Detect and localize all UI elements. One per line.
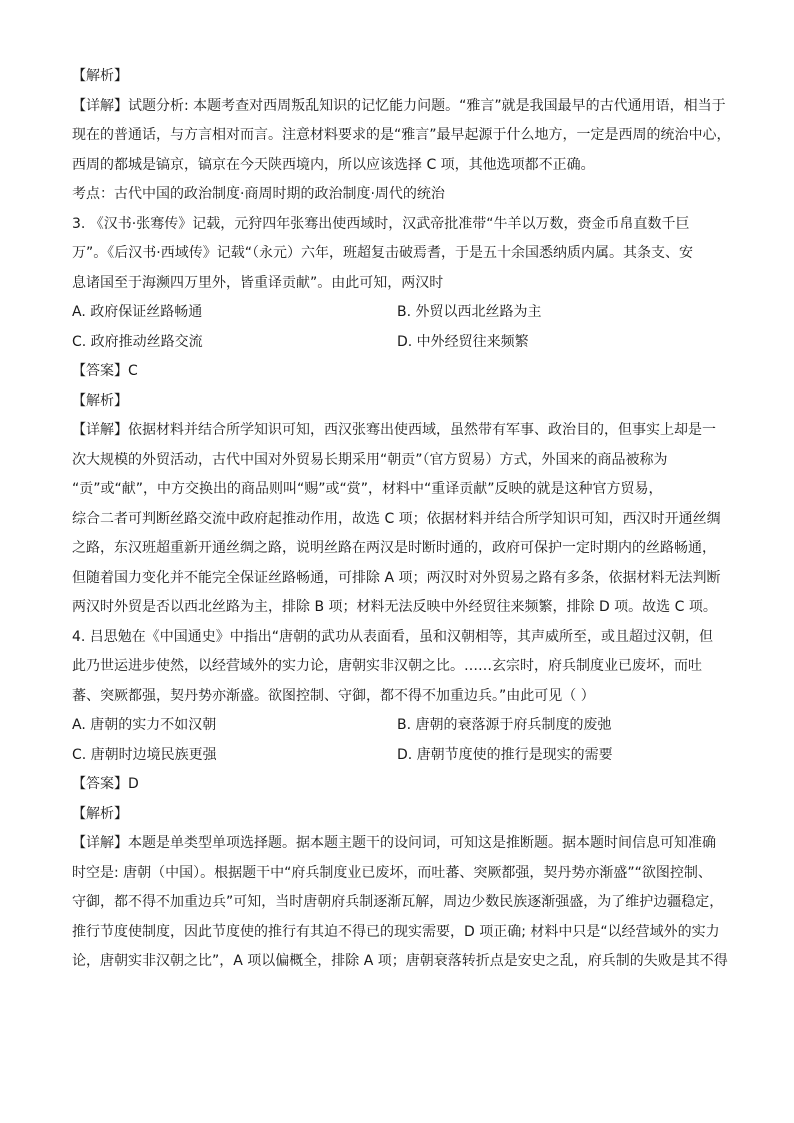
text-line: 之路，东汉班超重新开通丝绸之路，说明丝路在两汉是时断时通的，政府可保护一定时期内的丝路畅通， — [72, 540, 716, 556]
text-line: 息诸国至于海濒四万里外，皆重译贡献”。由此可知，两汉时 — [72, 274, 444, 291]
text-line: 西周的都城是镐京，镐京在今天陕西境内，所以应该选择 C 项，其他选项都不正确。 — [72, 156, 595, 173]
options-row — [72, 328, 722, 358]
answer-option: C. 政府推动丝路交流 — [72, 333, 203, 350]
text-line: 蕃、突厥都强，契丹势亦渐盛。欲图控制、守御，都不得不加重边兵。”由此可见（ ） — [72, 687, 595, 704]
text-line: “贡”或“献”，中方交换出的商品则叫“赐”或“赏”，材料中“重译贡献”反映的就是这种官方贸易， — [72, 481, 663, 497]
text-line: 【详解】试题分析: 本题考查对西周叛乱知识的记忆能力问题。“雅言”就是我国最早的古代通用语，相当于 — [72, 97, 726, 114]
document-page — [72, 62, 731, 977]
answer-option: D. 唐朝节度使的推行是现实的需要 — [397, 746, 613, 763]
answer-option: B. 唐朝的衰落源于府兵制度的废弛 — [397, 717, 612, 733]
text-line: 守御，都不得不加重边兵”可知，当时唐朝府兵制逐渐瓦解，周边少数民族逐渐强盛，为了维护边疆稳定， — [72, 894, 724, 910]
text-line: 两汉时外贸是否以西北丝路为主，排除 B 项；材料无法反映中外经贸往来频繁，排除 D 项。故选 C 项。 — [72, 599, 717, 615]
text-line: 次大规模的外贸活动，古代中国对外贸易长期采用“朝贡”（官方贸易）方式，外国来的商品被称为 — [72, 451, 668, 468]
text-line: 3. 《汉书·张骞传》记载，元狩四年张骞出使西域时，汉武帝批准带“牛羊以万数，赍金币帛直数千巨 — [72, 215, 690, 232]
text-line: 【解析】 — [72, 392, 128, 409]
text-line: 论，唐朝实非汉朝之比”，A 项以偏概全，排除 A 项；唐朝衰落转折点是安史之乱，府兵制的失败是其不得 — [72, 953, 728, 969]
text-line: 综合二者可判断丝路交流中政府起推动作用，故选 C 项；依据材料并结合所学知识可知，西汉时开通丝绸 — [72, 510, 721, 527]
options-row — [72, 741, 722, 771]
text-line: 考点：古代中国的政治制度·商周时期的政治制度·周代的统治 — [72, 186, 445, 202]
text-line: 【答案】D — [72, 776, 139, 792]
options-row — [72, 711, 722, 741]
text-line: 现在的普通话，与方言相对而言。注意材料要求的是“雅言”最早起源于什么地方，一定是西周的统治中心， — [72, 127, 731, 143]
answer-option: B. 外贸以西北丝路为主 — [397, 304, 542, 320]
text-line: 【详解】依据材料并结合所学知识可知，西汉张骞出使西域，虽然带有军事、政治目的，但事实上却是一 — [72, 422, 716, 438]
text-line: 推行节度使制度，因此节度使的推行有其迫不得已的现实需要，D 项正确; 材料中只是“以经营域外的实力 — [72, 923, 720, 940]
answer-option: A. 唐朝的实力不如汉朝 — [72, 717, 217, 733]
options-row — [72, 298, 722, 328]
answer-option: D. 中外经贸往来频繁 — [397, 333, 529, 350]
text-line: 万”。《后汉书·西域传》记载“（永元）六年，班超复击破焉耆，于是五十余国悉纳质内属。其条支、安 — [72, 245, 693, 261]
text-line: 【解析】 — [72, 68, 128, 84]
text-line: 4. 吕思勉在《中国通史》中指出“唐朝的武功从表面看，虽和汉朝相等，其声威所至，或且超过汉朝，但 — [72, 628, 714, 645]
text-line: 此乃世运进步使然，以经营域外的实力论，唐朝实非汉朝之比。……玄宗时，府兵制度业已废坏，而吐 — [72, 658, 702, 674]
text-line: 时空是: 唐朝（中国）。根据题干中“府兵制度业已废坏，而吐蕃、突厥都强，契丹势亦渐盛”“欲图控制、 — [72, 864, 712, 881]
answer-option: C. 唐朝时边境民族更强 — [72, 746, 217, 763]
text-line: 【答案】C — [72, 363, 138, 379]
text-line: 【详解】本题是单类型单项选择题。据本题主题干的设问词，可知这是推断题。据本题时间信息可知准确 — [72, 835, 716, 851]
text-line: 【解析】 — [72, 805, 128, 822]
text-line: 但随着国力变化并不能完全保证丝路畅通，可排除 A 项；两汉时对外贸易之路有多条，依据材料无法判断 — [72, 569, 721, 586]
answer-option: A. 政府保证丝路畅通 — [72, 304, 203, 320]
